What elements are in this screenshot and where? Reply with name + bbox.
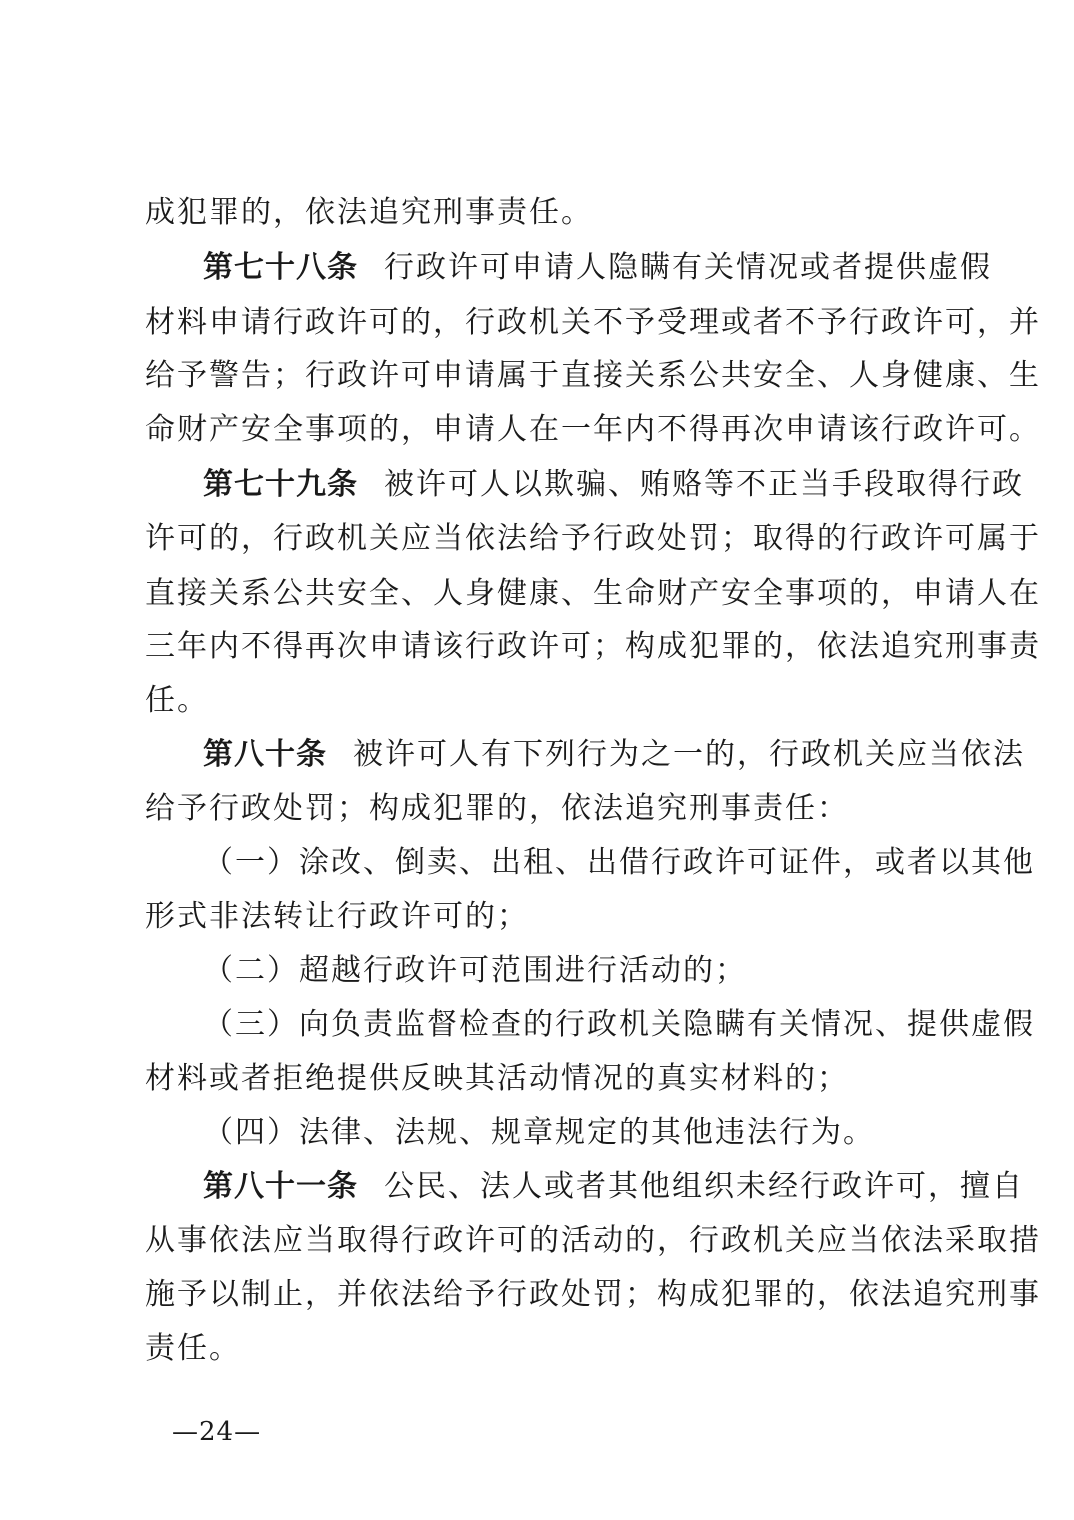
text-line <box>145 627 1041 667</box>
text-line <box>145 1059 945 1099</box>
article-number: 第七十八条 <box>203 250 358 285</box>
article-number: 第八十条 <box>203 737 327 772</box>
page-number: —24— <box>172 1417 262 1447</box>
article-number: 第七十九条 <box>203 467 358 502</box>
line-text: 材料或者拒绝提供反映其活动情况的真实材料的； <box>145 1061 849 1096</box>
text-line <box>145 897 945 937</box>
line-text: 形式非法转让行政许可的； <box>145 899 529 934</box>
line-text: 施予以制止，并依法给予行政处罚；构成犯罪的，依法追究刑事 <box>145 1277 1041 1312</box>
line-text: （三）向负责监督检查的行政机关隐瞒有关情况、提供虚假 <box>203 1007 1035 1042</box>
list-item-2 <box>203 951 945 991</box>
line-text: 许可的，行政机关应当依法给予行政处罚；取得的行政许可属于 <box>145 521 1041 556</box>
text-line <box>145 303 1041 343</box>
text-line <box>145 410 1041 450</box>
list-item-3 <box>203 1005 1035 1045</box>
line-text: 给予行政处罚；构成犯罪的，依法追究刑事责任： <box>145 791 849 826</box>
line-text: （一）涂改、倒卖、出租、出借行政许可证件，或者以其他 <box>203 845 1035 880</box>
text-line <box>145 574 1041 614</box>
article-79-heading-line <box>203 465 1024 505</box>
article-78-heading-line <box>203 248 992 288</box>
list-item-4 <box>203 1113 945 1153</box>
line-text: 行政许可申请人隐瞒有关情况或者提供虚假 <box>384 250 992 285</box>
line-text: （二）超越行政许可范围进行活动的； <box>203 953 747 988</box>
article-81-heading-line <box>203 1167 1024 1207</box>
line-text: 从事依法应当取得行政许可的活动的，行政机关应当依法采取措 <box>145 1223 1041 1258</box>
line-text: 三年内不得再次申请该行政许可；构成犯罪的，依法追究刑事责 <box>145 629 1041 664</box>
article-number: 第八十一条 <box>203 1169 358 1204</box>
text-line <box>145 681 945 721</box>
line-text: 任。 <box>145 683 209 718</box>
line-text: 责任。 <box>145 1331 241 1366</box>
article-80-heading-line <box>203 735 1025 775</box>
line-text: 直接关系公共安全、人身健康、生命财产安全事项的，申请人在 <box>145 576 1041 611</box>
line-text: 命财产安全事项的，申请人在一年内不得再次申请该行政许可。 <box>145 412 1041 447</box>
text-line <box>145 1329 945 1369</box>
line-text: 公民、法人或者其他组织未经行政许可，擅自 <box>384 1169 1024 1204</box>
line-text: 成犯罪的，依法追究刑事责任。 <box>145 195 593 230</box>
text-line <box>145 519 1041 559</box>
list-item-1 <box>203 843 1035 883</box>
line-text: 材料申请行政许可的，行政机关不予受理或者不予行政许可，并 <box>145 305 1041 340</box>
line-text: （四）法律、法规、规章规定的其他违法行为。 <box>203 1115 875 1150</box>
text-line <box>145 193 945 233</box>
text-line <box>145 356 1041 396</box>
line-text: 被许可人有下列行为之一的，行政机关应当依法 <box>353 737 1025 772</box>
text-line <box>145 1221 1041 1261</box>
line-text: 被许可人以欺骗、贿赂等不正当手段取得行政 <box>384 467 1024 502</box>
text-line <box>145 1275 1041 1315</box>
text-line <box>145 789 945 829</box>
line-text: 给予警告；行政许可申请属于直接关系公共安全、人身健康、生 <box>145 358 1041 393</box>
